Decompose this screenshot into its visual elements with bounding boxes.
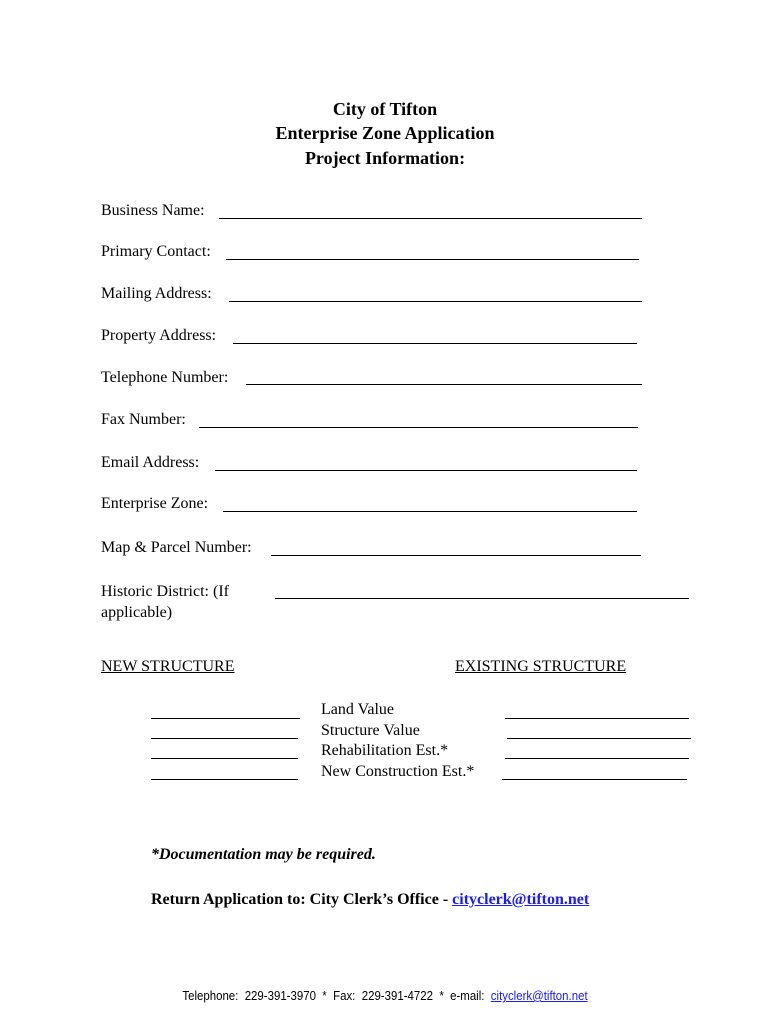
existing-structure-heading: EXISTING STRUCTURE [455, 658, 627, 675]
new-structure-heading: NEW STRUCTURE [101, 658, 235, 675]
title-application: Enterprise Zone Application [275, 123, 495, 143]
return-email-link[interactable]: cityclerk@tifton.net [452, 891, 590, 908]
new-rehabilitation-field[interactable] [151, 758, 298, 759]
telephone-number-label: Telephone Number: [101, 369, 229, 386]
enterprise-zone-label: Enterprise Zone: [101, 495, 209, 512]
historic-district-field[interactable] [275, 598, 689, 599]
title-project-info: Project Information: [304, 148, 466, 168]
mailing-address-field[interactable] [229, 301, 642, 302]
map-parcel-label: Map & Parcel Number: [101, 539, 252, 556]
primary-contact-field[interactable] [226, 259, 639, 260]
new-construction-label: New Construction Est.* [321, 763, 475, 780]
historic-district-label: Historic District: (If applicable) [101, 583, 229, 621]
new-land-value-field[interactable] [151, 718, 300, 719]
business-name-label: Business Name: [101, 202, 205, 219]
primary-contact-label: Primary Contact: [101, 243, 211, 260]
property-address-label: Property Address: [101, 327, 217, 344]
existing-structure-value-field[interactable] [507, 738, 691, 739]
land-value-label: Land Value [321, 701, 395, 718]
business-name-field[interactable] [219, 218, 642, 219]
fax-number-field[interactable] [199, 427, 638, 428]
existing-land-value-field[interactable] [505, 718, 689, 719]
email-address-label: Email Address: [101, 454, 200, 471]
new-structure-value-field[interactable] [151, 738, 298, 739]
footer-email-link[interactable]: cityclerk@tifton.net [490, 988, 588, 1003]
mailing-address-label: Mailing Address: [101, 285, 212, 302]
documentation-note: *Documentation may be required. [151, 846, 376, 863]
telephone-number-field[interactable] [246, 384, 642, 385]
title-city: City of Tifton [332, 99, 438, 119]
existing-rehabilitation-field[interactable] [505, 758, 689, 759]
footer-contact: Telephone: 229-391-3970 * Fax: 229-391-4722 * e-mail: cityclerk@tifton.net [182, 988, 588, 1003]
structure-value-label: Structure Value [321, 722, 420, 739]
existing-construction-new-field[interactable] [502, 779, 687, 780]
email-address-field[interactable] [215, 470, 637, 471]
map-parcel-field[interactable] [271, 555, 641, 556]
new-construction-new-field[interactable] [151, 779, 298, 780]
fax-number-label: Fax Number: [101, 411, 186, 428]
rehabilitation-label: Rehabilitation Est.* [321, 742, 449, 759]
enterprise-zone-field[interactable] [223, 511, 637, 512]
property-address-field[interactable] [233, 343, 637, 344]
return-application-note: Return Application to: City Clerk’s Office - cityclerk@tifton.net [151, 891, 590, 908]
